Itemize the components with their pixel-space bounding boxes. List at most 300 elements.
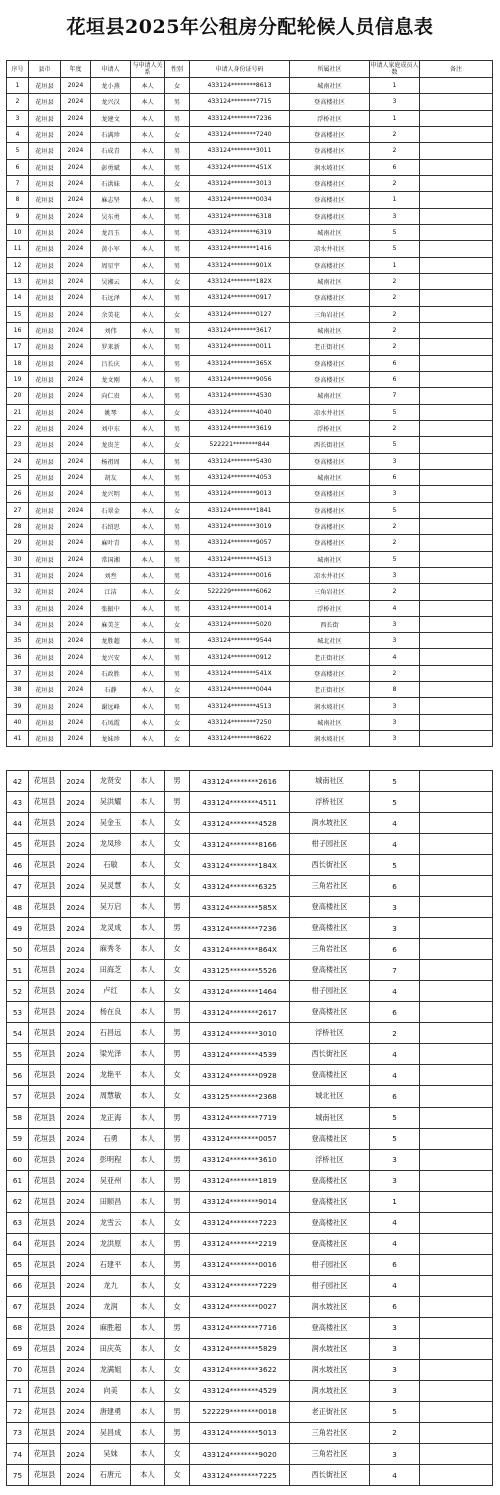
cell-year: 2024	[61, 698, 91, 714]
cell-year: 2024	[61, 665, 91, 681]
cell-community: 城北社区	[290, 633, 370, 649]
cell-county: 花垣县	[29, 535, 61, 551]
table-row	[7, 388, 493, 404]
cell-year: 2024	[61, 1380, 91, 1401]
cell-county: 花垣县	[29, 78, 61, 94]
cell-relation: 本人	[131, 192, 165, 208]
cell-community: 城南社区	[290, 388, 370, 404]
cell-community: 登高楼社区	[290, 257, 370, 273]
cell-year: 2024	[61, 1233, 91, 1254]
cell-seq: 32	[7, 584, 29, 600]
cell-household-size: 2	[370, 126, 420, 142]
cell-county: 花垣县	[29, 1149, 61, 1170]
cell-household-size: 6	[370, 876, 420, 897]
cell-relation: 本人	[131, 698, 165, 714]
cell-community: 凉水井社区	[290, 404, 370, 420]
cell-county: 花垣县	[29, 469, 61, 485]
cell-relation: 本人	[131, 897, 165, 918]
table-row	[7, 437, 493, 453]
cell-relation: 本人	[131, 175, 165, 191]
cell-county: 花垣县	[29, 486, 61, 502]
cell-county: 花垣县	[29, 420, 61, 436]
cell-community: 老正街社区	[290, 682, 370, 698]
cell-applicant: 龙雪云	[91, 1212, 131, 1233]
cell-household-size: 5	[370, 224, 420, 240]
cell-community: 城北社区	[290, 1086, 370, 1107]
cell-seq: 13	[7, 273, 29, 289]
cell-relation: 本人	[131, 1422, 165, 1443]
header-applicant: 申请人	[91, 61, 131, 78]
cell-year: 2024	[61, 1023, 91, 1044]
cell-relation: 本人	[131, 159, 165, 175]
table-row	[7, 322, 493, 338]
cell-id-number: 522229********0018	[190, 1401, 290, 1422]
cell-relation: 本人	[131, 126, 165, 142]
table-row	[7, 600, 493, 616]
cell-household-size: 3	[370, 698, 420, 714]
cell-remark	[420, 306, 493, 322]
cell-relation: 本人	[131, 1233, 165, 1254]
cell-remark	[420, 1275, 493, 1296]
cell-applicant: 刘伟	[91, 322, 131, 338]
cell-gender: 男	[165, 1422, 190, 1443]
cell-id-number: 433124********7223	[190, 1212, 290, 1233]
cell-community: 三角岩社区	[290, 1422, 370, 1443]
cell-id-number: 433124********8613	[190, 78, 290, 94]
cell-county: 花垣县	[29, 192, 61, 208]
table-row	[7, 502, 493, 518]
cell-household-size: 3	[370, 1444, 420, 1465]
cell-county: 花垣县	[29, 960, 61, 981]
cell-county: 花垣县	[29, 143, 61, 159]
cell-applicant: 龙灵成	[91, 918, 131, 939]
cell-county: 花垣县	[29, 1233, 61, 1254]
cell-year: 2024	[61, 126, 91, 142]
cell-seq: 64	[7, 1233, 29, 1254]
table-row	[7, 192, 493, 208]
cell-county: 花垣县	[29, 616, 61, 632]
cell-id-number: 433124********9020	[190, 1444, 290, 1465]
table-row	[7, 1465, 493, 1486]
cell-seq: 3	[7, 110, 29, 126]
cell-county: 花垣县	[29, 175, 61, 191]
cell-year: 2024	[61, 94, 91, 110]
cell-relation: 本人	[131, 600, 165, 616]
cell-remark	[420, 960, 493, 981]
cell-remark	[420, 1444, 493, 1465]
cell-id-number: 433124********7225	[190, 1465, 290, 1486]
cell-relation: 本人	[131, 855, 165, 876]
cell-seq: 20	[7, 388, 29, 404]
cell-county: 花垣县	[29, 306, 61, 322]
cell-applicant: 龙兴汉	[91, 94, 131, 110]
cell-relation: 本人	[131, 981, 165, 1002]
cell-remark	[420, 918, 493, 939]
cell-year: 2024	[61, 469, 91, 485]
cell-remark	[420, 469, 493, 485]
cell-gender: 男	[165, 649, 190, 665]
cell-seq: 51	[7, 960, 29, 981]
table-row	[7, 420, 493, 436]
table-row	[7, 1275, 493, 1296]
cell-remark	[420, 698, 493, 714]
cell-applicant: 刘叁	[91, 567, 131, 583]
cell-year: 2024	[61, 241, 91, 257]
cell-year: 2024	[61, 290, 91, 306]
cell-year: 2024	[61, 78, 91, 94]
cell-gender: 男	[165, 110, 190, 126]
table-row	[7, 1338, 493, 1359]
table-row	[7, 273, 493, 289]
allocation-table-part1	[6, 60, 493, 747]
cell-seq: 42	[7, 771, 29, 792]
cell-household-size: 4	[370, 981, 420, 1002]
cell-relation: 本人	[131, 1359, 165, 1380]
cell-remark	[420, 1212, 493, 1233]
cell-relation: 本人	[131, 1044, 165, 1065]
cell-applicant: 石满珍	[91, 126, 131, 142]
cell-remark	[420, 420, 493, 436]
cell-year: 2024	[61, 834, 91, 855]
cell-community: 登高楼社区	[290, 192, 370, 208]
cell-household-size: 2	[370, 665, 420, 681]
cell-county: 花垣县	[29, 355, 61, 371]
cell-remark	[420, 682, 493, 698]
cell-county: 花垣县	[29, 792, 61, 813]
header-id-number: 申请人身份证号码	[190, 61, 290, 78]
cell-year: 2024	[61, 682, 91, 698]
cell-id-number: 433124********0014	[190, 600, 290, 616]
header-household-size: 申请人家庭成员人数	[370, 62, 419, 76]
cell-seq: 12	[7, 257, 29, 273]
cell-household-size: 2	[370, 1023, 420, 1044]
cell-community: 凉水井社区	[290, 567, 370, 583]
cell-community: 登高楼社区	[290, 518, 370, 534]
cell-applicant: 麻胜超	[91, 1317, 131, 1338]
header-gender: 性别	[165, 61, 190, 78]
table-row	[7, 94, 493, 110]
cell-gender: 男	[165, 1002, 190, 1023]
cell-applicant: 石唐元	[91, 1465, 131, 1486]
table-row	[7, 126, 493, 142]
cell-gender: 男	[165, 551, 190, 567]
cell-remark	[420, 273, 493, 289]
table-header-row	[7, 61, 493, 78]
cell-remark	[420, 834, 493, 855]
cell-id-number: 433124********5829	[190, 1338, 290, 1359]
cell-gender: 男	[165, 1107, 190, 1128]
cell-gender: 女	[165, 876, 190, 897]
cell-relation: 本人	[131, 273, 165, 289]
cell-county: 花垣县	[29, 1296, 61, 1317]
cell-gender: 男	[165, 339, 190, 355]
cell-household-size: 7	[370, 960, 420, 981]
cell-seq: 71	[7, 1380, 29, 1401]
cell-applicant: 唐建勇	[91, 1401, 131, 1422]
cell-county: 花垣县	[29, 159, 61, 175]
cell-household-size: 6	[370, 939, 420, 960]
cell-relation: 本人	[131, 453, 165, 469]
cell-remark	[420, 371, 493, 387]
cell-remark	[420, 1296, 493, 1317]
table-row	[7, 469, 493, 485]
table-row	[7, 584, 493, 600]
cell-county: 花垣县	[29, 404, 61, 420]
cell-household-size: 4	[370, 1044, 420, 1065]
cell-year: 2024	[61, 1401, 91, 1422]
cell-county: 花垣县	[29, 682, 61, 698]
table-row	[7, 771, 493, 792]
cell-id-number: 522229********6062	[190, 584, 290, 600]
cell-county: 花垣县	[29, 1212, 61, 1233]
cell-seq: 74	[7, 1444, 29, 1465]
cell-county: 花垣县	[29, 1044, 61, 1065]
table-row	[7, 1149, 493, 1170]
cell-community: 浮桥社区	[290, 600, 370, 616]
cell-year: 2024	[61, 355, 91, 371]
cell-community: 登高楼社区	[290, 486, 370, 502]
table-row	[7, 175, 493, 191]
cell-relation: 本人	[131, 918, 165, 939]
cell-remark	[420, 792, 493, 813]
cell-applicant: 龙凤珍	[91, 834, 131, 855]
cell-applicant: 龙胜超	[91, 633, 131, 649]
cell-community: 柑子园社区	[290, 981, 370, 1002]
cell-seq: 67	[7, 1296, 29, 1317]
cell-id-number: 433124********2616	[190, 771, 290, 792]
cell-id-number: 433124********541X	[190, 665, 290, 681]
cell-applicant: 石勇	[91, 1128, 131, 1149]
cell-gender: 男	[165, 518, 190, 534]
table-row	[7, 371, 493, 387]
cell-seq: 40	[7, 714, 29, 730]
cell-remark	[420, 567, 493, 583]
cell-year: 2024	[61, 339, 91, 355]
cell-community: 登高楼社区	[290, 453, 370, 469]
cell-seq: 69	[7, 1338, 29, 1359]
cell-gender: 男	[165, 698, 190, 714]
cell-id-number: 433124********901X	[190, 257, 290, 273]
cell-county: 花垣县	[29, 771, 61, 792]
cell-year: 2024	[61, 584, 91, 600]
cell-seq: 47	[7, 876, 29, 897]
cell-year: 2024	[61, 175, 91, 191]
cell-community: 浮桥社区	[290, 1023, 370, 1044]
cell-county: 花垣县	[29, 126, 61, 142]
cell-county: 花垣县	[29, 1191, 61, 1212]
cell-seq: 61	[7, 1170, 29, 1191]
cell-remark	[420, 855, 493, 876]
cell-household-size: 5	[370, 1128, 420, 1149]
cell-id-number: 433124********585X	[190, 897, 290, 918]
cell-household-size: 2	[370, 584, 420, 600]
cell-household-size: 2	[370, 306, 420, 322]
cell-relation: 本人	[131, 339, 165, 355]
cell-gender: 女	[165, 960, 190, 981]
cell-year: 2024	[61, 1002, 91, 1023]
cell-gender: 男	[165, 633, 190, 649]
cell-id-number: 433124********4513	[190, 551, 290, 567]
cell-applicant: 吴灵慧	[91, 876, 131, 897]
cell-gender: 男	[165, 208, 190, 224]
cell-seq: 21	[7, 404, 29, 420]
cell-community: 柑子园社区	[290, 834, 370, 855]
cell-county: 花垣县	[29, 1465, 61, 1486]
cell-id-number: 433124********0016	[190, 1254, 290, 1275]
cell-year: 2024	[61, 960, 91, 981]
cell-id-number: 433124********8166	[190, 834, 290, 855]
cell-id-number: 433124********9013	[190, 486, 290, 502]
cell-household-size: 4	[370, 834, 420, 855]
cell-remark	[420, 633, 493, 649]
cell-household-size: 3	[370, 1317, 420, 1338]
cell-community: 润水坡社区	[290, 813, 370, 834]
cell-id-number: 433124********3619	[190, 420, 290, 436]
cell-applicant: 卢红	[91, 981, 131, 1002]
cell-id-number: 433124********4040	[190, 404, 290, 420]
cell-seq: 5	[7, 143, 29, 159]
cell-id-number: 433124********2617	[190, 1002, 290, 1023]
cell-county: 花垣县	[29, 1002, 61, 1023]
cell-relation: 本人	[131, 1254, 165, 1275]
cell-household-size: 3	[370, 1149, 420, 1170]
cell-year: 2024	[61, 1149, 91, 1170]
cell-remark	[420, 192, 493, 208]
cell-relation: 本人	[131, 567, 165, 583]
table-row	[7, 518, 493, 534]
cell-id-number: 433124********7236	[190, 918, 290, 939]
cell-relation: 本人	[131, 1107, 165, 1128]
cell-relation: 本人	[131, 1170, 165, 1191]
cell-id-number: 433124********3610	[190, 1149, 290, 1170]
cell-id-number: 433124********0928	[190, 1065, 290, 1086]
cell-year: 2024	[61, 855, 91, 876]
cell-gender: 男	[165, 143, 190, 159]
cell-county: 花垣县	[29, 1065, 61, 1086]
cell-county: 花垣县	[29, 208, 61, 224]
cell-household-size: 4	[370, 649, 420, 665]
cell-applicant: 石昌远	[91, 1023, 131, 1044]
cell-year: 2024	[61, 714, 91, 730]
cell-community: 登高楼社区	[290, 371, 370, 387]
cell-applicant: 石凤霞	[91, 714, 131, 730]
cell-remark	[420, 1380, 493, 1401]
cell-relation: 本人	[131, 469, 165, 485]
cell-id-number: 433124********7240	[190, 126, 290, 142]
cell-year: 2024	[61, 1128, 91, 1149]
cell-id-number: 433125********5526	[190, 960, 290, 981]
cell-applicant: 龙小燕	[91, 78, 131, 94]
cell-applicant: 黄小军	[91, 241, 131, 257]
cell-remark	[420, 110, 493, 126]
cell-remark	[420, 1317, 493, 1338]
cell-id-number: 433124********5430	[190, 453, 290, 469]
cell-gender: 男	[165, 1317, 190, 1338]
cell-seq: 4	[7, 126, 29, 142]
cell-year: 2024	[61, 1212, 91, 1233]
cell-community: 城南社区	[290, 322, 370, 338]
cell-applicant: 石静	[91, 682, 131, 698]
cell-id-number: 433124********9544	[190, 633, 290, 649]
cell-household-size: 1	[370, 192, 420, 208]
cell-community: 老正街社区	[290, 649, 370, 665]
cell-community: 城南社区	[290, 551, 370, 567]
cell-community: 西长街社区	[290, 855, 370, 876]
cell-seq: 34	[7, 616, 29, 632]
cell-gender: 男	[165, 371, 190, 387]
cell-remark	[420, 584, 493, 600]
cell-year: 2024	[61, 1107, 91, 1128]
cell-relation: 本人	[131, 224, 165, 240]
cell-gender: 男	[165, 322, 190, 338]
cell-seq: 14	[7, 290, 29, 306]
cell-remark	[420, 453, 493, 469]
cell-county: 花垣县	[29, 437, 61, 453]
table-row	[7, 1380, 493, 1401]
cell-gender: 女	[165, 981, 190, 1002]
cell-household-size: 4	[370, 1233, 420, 1254]
cell-gender: 男	[165, 355, 190, 371]
cell-id-number: 433124********0127	[190, 306, 290, 322]
cell-county: 花垣县	[29, 1023, 61, 1044]
cell-year: 2024	[61, 551, 91, 567]
cell-year: 2024	[61, 518, 91, 534]
cell-seq: 18	[7, 355, 29, 371]
cell-relation: 本人	[131, 1465, 165, 1486]
cell-remark	[420, 1149, 493, 1170]
cell-household-size: 5	[370, 771, 420, 792]
cell-household-size: 3	[370, 1359, 420, 1380]
cell-community: 城南社区	[290, 469, 370, 485]
table-row	[7, 404, 493, 420]
table-row	[7, 876, 493, 897]
table-row	[7, 731, 493, 747]
cell-id-number: 433124********451X	[190, 159, 290, 175]
cell-applicant: 龙昌玉	[91, 224, 131, 240]
cell-county: 花垣县	[29, 1422, 61, 1443]
cell-remark	[420, 1254, 493, 1275]
cell-county: 花垣县	[29, 110, 61, 126]
table-row	[7, 1086, 493, 1107]
cell-seq: 26	[7, 486, 29, 502]
cell-seq: 68	[7, 1317, 29, 1338]
cell-community: 登高楼社区	[290, 208, 370, 224]
cell-relation: 本人	[131, 1338, 165, 1359]
cell-household-size: 5	[370, 404, 420, 420]
cell-household-size: 6	[370, 371, 420, 387]
cell-household-size: 3	[370, 714, 420, 730]
cell-household-size: 3	[370, 1338, 420, 1359]
cell-community: 三角岩社区	[290, 1444, 370, 1465]
cell-applicant: 麻美芝	[91, 616, 131, 632]
cell-gender: 女	[165, 1275, 190, 1296]
cell-relation: 本人	[131, 1444, 165, 1465]
cell-applicant: 龙九	[91, 1275, 131, 1296]
table-row	[7, 897, 493, 918]
cell-remark	[420, 339, 493, 355]
cell-community: 润水坡社区	[290, 1380, 370, 1401]
cell-applicant: 吴洪耀	[91, 792, 131, 813]
cell-id-number: 433124********184X	[190, 855, 290, 876]
cell-gender: 女	[165, 404, 190, 420]
cell-seq: 45	[7, 834, 29, 855]
cell-relation: 本人	[131, 257, 165, 273]
cell-relation: 本人	[131, 960, 165, 981]
table-row	[7, 78, 493, 94]
cell-gender: 男	[165, 192, 190, 208]
table-row	[7, 224, 493, 240]
cell-gender: 男	[165, 486, 190, 502]
